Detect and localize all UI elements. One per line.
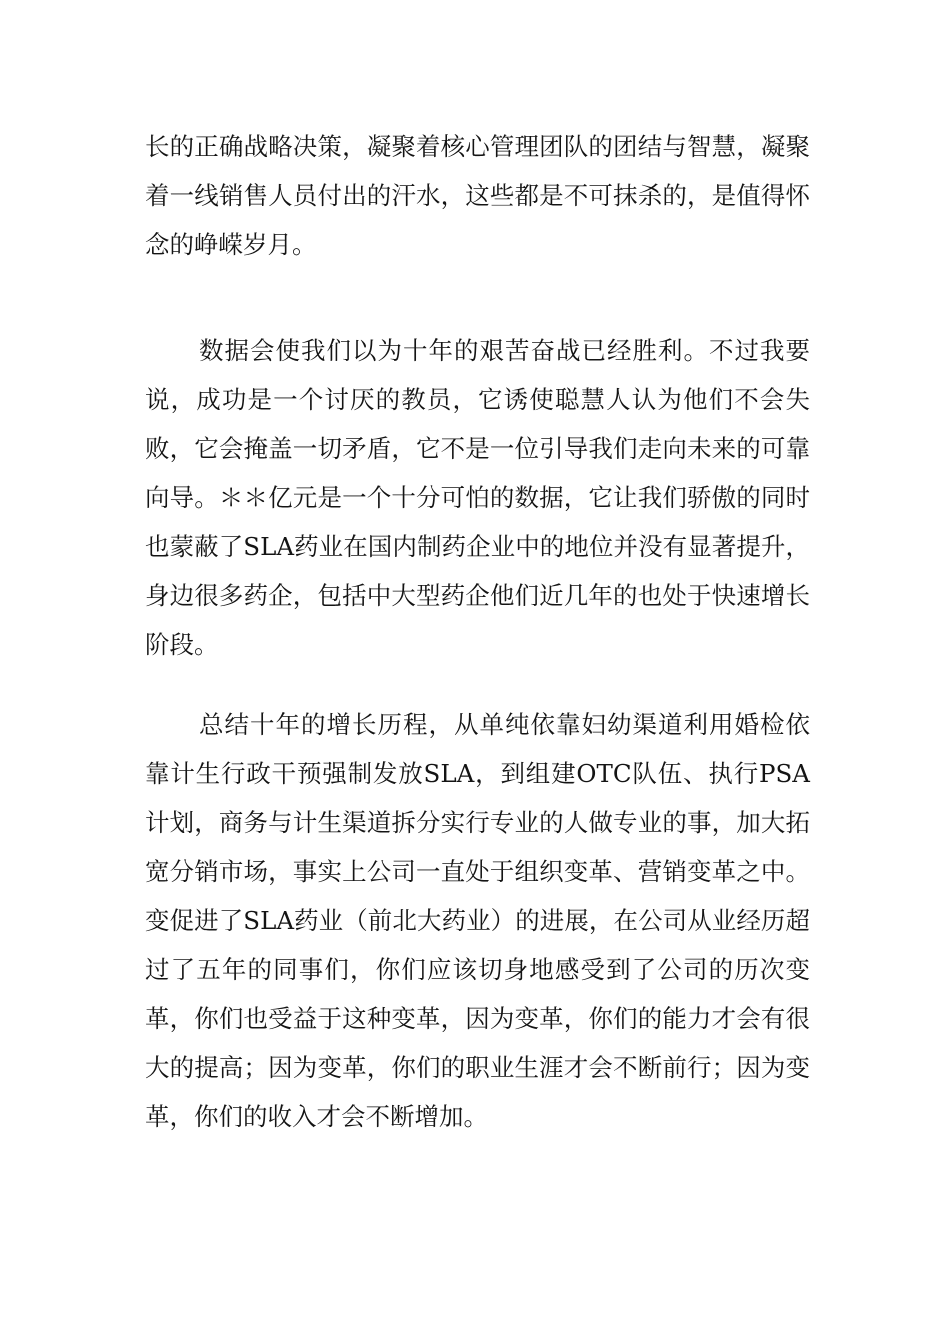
paragraph-2: 数据会使我们以为十年的艰苦奋战已经胜利。不过我要说，成功是一个讨厌的教员，它诱使聪慧人认为他们不会失败，它会掩盖一切矛盾，它不是一位引导我们走向未来的可靠向导。＊＊亿元是一个十分可怕的数据，它让我们骄傲的同时也蒙蔽了SLA药业在国内制药企业中的地位并没有显著提升，身边很多药企，包括中大型药企他们近几年的也处于快速增长阶段。 <box>145 336 810 659</box>
paragraph-3: 总结十年的增长历程，从单纯依靠妇幼渠道利用婚检依靠计生行政干预强制发放SLA，到组建OTC队伍、执行PSA计划，商务与计生渠道拆分实行专业的人做专业的事，加大拓宽分销市场，事实上公司一直处于组织变革、营销变革之中。变促进了SLA药业（前北大药业）的进展，在公司从业经历超过了五年的同事们，你们应该切身地感受到了公司的历次变革，你们也受益于这种变革，因为变革，你们的能力才会有很大的提高；因为变革，你们的职业生涯才会不断前行；因为变革，你们的收入才会不断增加。 <box>145 710 810 1131</box>
paragraph-1: 长的正确战略决策，凝聚着核心管理团队的团结与智慧，凝聚着一线销售人员付出的汗水，这些都是不可抹杀的，是值得怀念的峥嵘岁月。 <box>145 132 810 259</box>
